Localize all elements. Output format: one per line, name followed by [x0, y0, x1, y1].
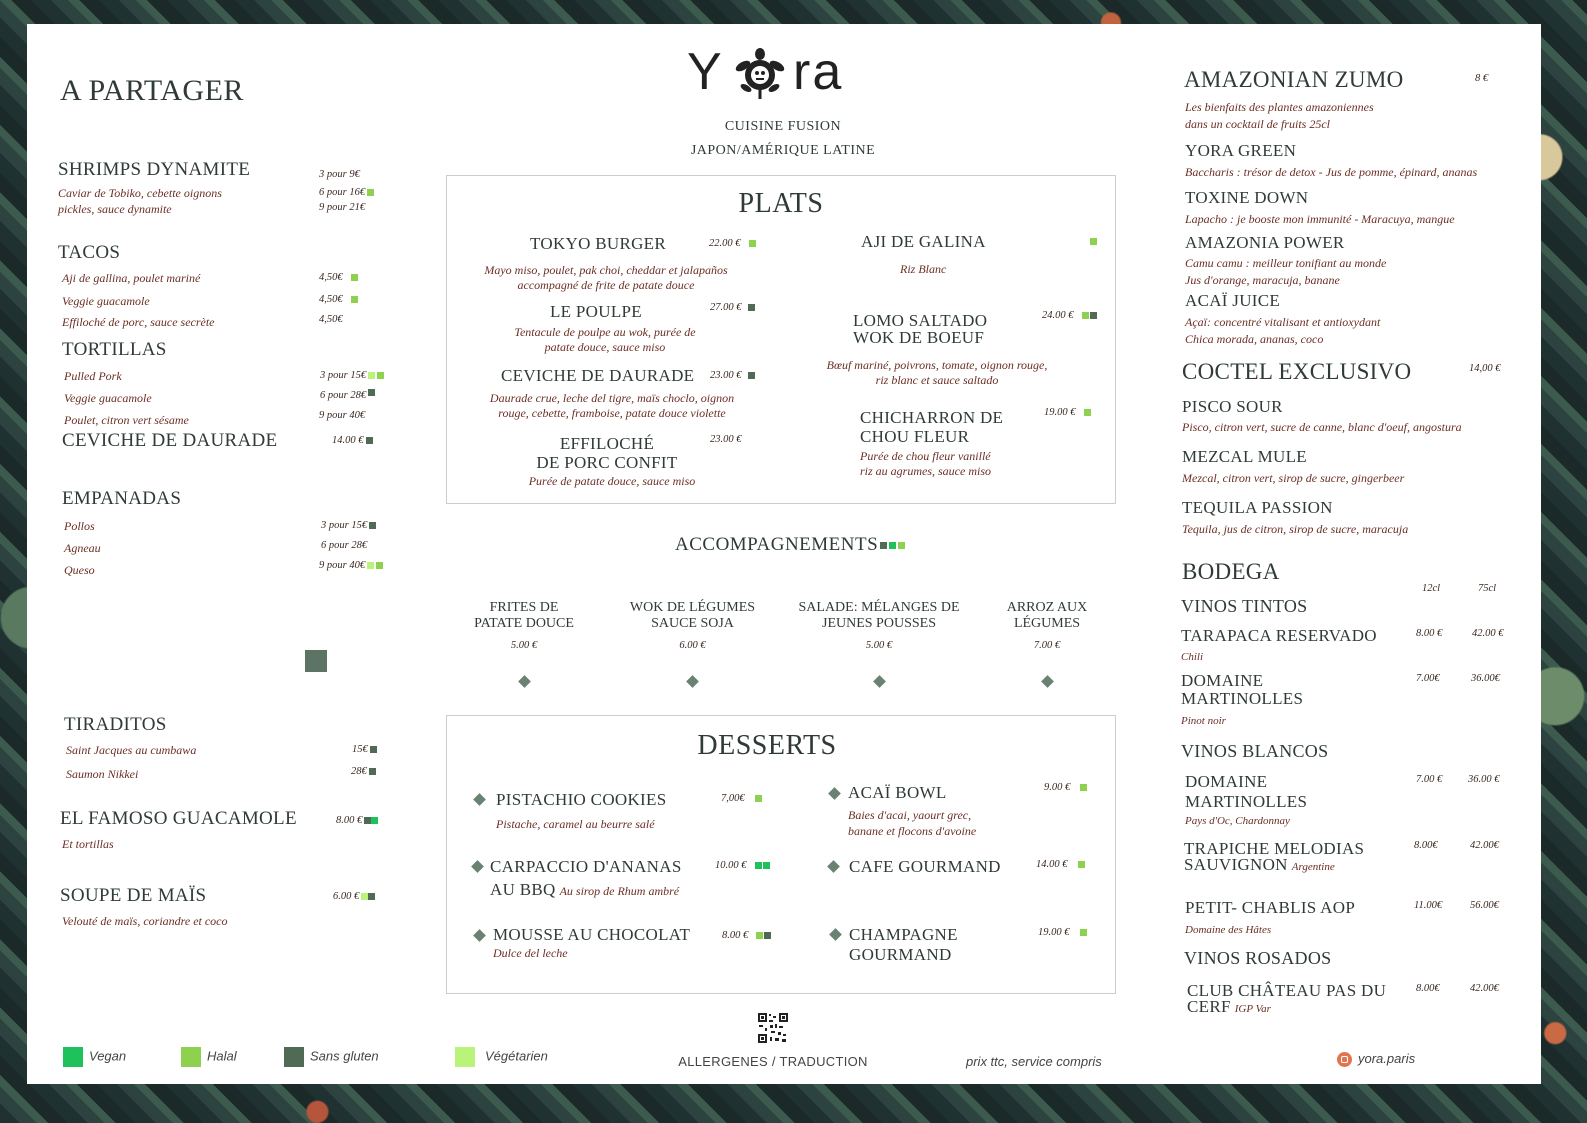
domaine-rouge-title-1: DOMAINE — [1181, 671, 1264, 690]
tokyo-burger-title: TOKYO BURGER — [530, 234, 666, 253]
halal-marker — [1080, 929, 1087, 936]
logo-letters-ra: ra — [793, 43, 844, 101]
club-chateau-desc: IGP Var — [1234, 1003, 1271, 1015]
coctel-exclusivo-price: 14,00 € — [1469, 363, 1501, 374]
vegetarian-marker — [361, 893, 368, 900]
lomo-saltado-desc-1: Bœuf mariné, poivrons, tomate, oignon rouge, — [826, 358, 1048, 372]
club-chateau-title-1: CLUB CHÂTEAU PAS DU — [1187, 981, 1387, 1000]
toxine-down-title: TOXINE DOWN — [1185, 188, 1309, 207]
acai-juice-title: ACAÏ JUICE — [1185, 291, 1281, 310]
accomp-item-3-price: 5.00 € — [865, 640, 893, 651]
subtitle-cuisine: CUISINE FUSION — [724, 119, 842, 134]
pisco-sour-title: PISCO SOUR — [1182, 397, 1283, 416]
club-chateau-price-12cl: 8.00€ — [1416, 983, 1440, 994]
prix-note: prix ttc, service compris — [966, 1054, 1102, 1069]
tarapaca-price-75cl: 42.00 € — [1472, 628, 1504, 639]
tokyo-burger-desc-2: accompagné de frite de patate douce — [517, 278, 695, 292]
chablis-price-12cl: 11.00€ — [1414, 900, 1443, 911]
accomp-item-2 — [610, 600, 775, 691]
diamond-icon — [471, 860, 484, 873]
tortillas-item-3: Poulet, citron vert sésame — [64, 413, 189, 427]
acai-bowl-desc-2: banane et flocons d'avoine — [848, 824, 977, 838]
empanadas-price-3: 9 pour 40€ — [319, 560, 383, 571]
halal-marker — [351, 274, 358, 281]
diamond-icon — [473, 793, 486, 806]
vegan-marker — [755, 862, 762, 869]
halal-marker — [367, 189, 374, 196]
vegan-marker — [371, 817, 378, 824]
tiraditos-title: TIRADITOS — [64, 714, 167, 735]
accomp-item-3-line-2: JEUNES POUSSES — [822, 616, 936, 631]
trapiche-title-2-line — [1184, 855, 1335, 875]
trapiche-price-75cl: 42.00€ — [1470, 840, 1499, 851]
le-poulpe-desc-2: patate douce, sauce miso — [544, 340, 666, 354]
gluten-free-marker — [748, 304, 755, 311]
halal-marker — [898, 542, 905, 549]
amazonian-zumo-desc-1: Les bienfaits des plantes amazoniennes — [1185, 100, 1374, 114]
qr-code-icon[interactable] — [757, 1012, 789, 1044]
shrimps-title: SHRIMPS DYNAMITE — [58, 159, 251, 180]
halal-marker — [1078, 861, 1085, 868]
chicharron-title-1: CHICHARRON DE — [860, 408, 1004, 427]
subtitle-origin: JAPON/AMÉRIQUE LATINE — [690, 143, 876, 158]
plats-heading: PLATS — [738, 188, 824, 219]
trapiche-title-2: SAUVIGNON — [1184, 855, 1288, 874]
legend-vegan — [63, 1047, 126, 1067]
turtle-logo-icon — [731, 46, 789, 104]
champagne-title-2: GOURMAND — [849, 945, 952, 964]
halal-marker — [377, 372, 384, 379]
instagram-handle: yora.paris — [1358, 1051, 1416, 1066]
diamond-icon — [827, 860, 840, 873]
tacos-price-3: 4,50€ — [319, 314, 343, 325]
acai-bowl-desc-1: Baies d'acai, yaourt grec, — [848, 808, 972, 822]
domaine-blanc-title-1: DOMAINE — [1185, 772, 1268, 791]
vegetarian-marker — [368, 372, 375, 379]
guacamole-desc: Et tortillas — [62, 837, 114, 851]
trapiche-title-1: TRAPICHE MELODIAS — [1184, 839, 1365, 858]
accomp-item-4-line-2: LÉGUMES — [1013, 616, 1081, 631]
acai-juice-desc-1: Açaï: concentré vitalisant et antioxydant — [1185, 315, 1381, 329]
soupe-price: 6.00 € — [333, 891, 375, 902]
shrimps-price-6: 6 pour 16€ — [319, 187, 374, 198]
tortillas-item-1: Pulled Pork — [64, 369, 122, 383]
accomp-item-4-price: 7.00 € — [1033, 640, 1061, 651]
tacos-item-2: Veggie guacamole — [62, 294, 150, 308]
soupe-title: SOUPE DE MAÏS — [60, 885, 207, 906]
shrimps-price-3: 3 pour 9€ — [319, 169, 360, 180]
champagne-title-1: CHAMPAGNE — [849, 925, 958, 944]
tortillas-price-1: 3 pour 15€ — [320, 370, 384, 381]
gluten-free-marker — [369, 768, 376, 775]
amazonia-power-desc-1: Camu camu : meilleur tonifiant au monde — [1185, 256, 1387, 270]
club-chateau-title-2-line — [1187, 997, 1271, 1017]
lomo-saltado-desc-2: riz blanc et sauce saltado — [875, 373, 999, 387]
vegan-legend-swatch — [63, 1047, 83, 1067]
vinos-rosados-heading: VINOS ROSADOS — [1184, 948, 1332, 968]
vegetarien-legend-swatch — [455, 1047, 475, 1067]
empanadas-item-3: Queso — [64, 563, 95, 577]
desserts-box — [446, 715, 1116, 994]
domaine-rouge-price-12cl: 7.00€ — [1416, 673, 1440, 684]
carpaccio-desc: Au sirop de Rhum ambré — [559, 884, 680, 898]
tequila-passion-desc: Tequila, jus de citron, sirop de sucre, maracuja — [1182, 522, 1409, 536]
legend-halal — [181, 1047, 237, 1067]
tortillas-price-3: 9 pour 40€ — [319, 410, 366, 421]
mezcal-mule-title: MEZCAL MULE — [1182, 447, 1307, 466]
empanadas-item-1: Pollos — [64, 519, 95, 533]
accomp-item-4-line-1: ARROZ AUX — [1006, 600, 1088, 615]
legend-sans-gluten — [284, 1047, 379, 1067]
guacamole-title: EL FAMOSO GUACAMOLE — [60, 808, 297, 829]
tacos-price-1: 4,50€ — [319, 272, 358, 283]
chicharron-desc-2: riz au agrumes, sauce miso — [860, 464, 991, 478]
trapiche-desc: Argentine — [1291, 861, 1335, 873]
tortillas-title: TORTILLAS — [62, 339, 167, 360]
diamond-icon — [473, 929, 486, 942]
plats-box — [446, 175, 1116, 504]
accomp-item-3-line-1: SALADE: MÉLANGES DE — [798, 600, 960, 615]
acai-bowl-price: 9.00 € — [1044, 782, 1087, 793]
yora-green-desc: Baccharis : trésor de detox - Jus de pomme, épinard, ananas — [1185, 165, 1478, 179]
halal-marker — [755, 795, 762, 802]
pistachio-desc: Pistache, caramel au beurre salé — [496, 817, 655, 831]
champagne-price: 19.00 € — [1038, 927, 1087, 938]
instagram-link[interactable] — [1337, 1051, 1415, 1067]
domaine-blanc-title-2: MARTINOLLES — [1185, 792, 1308, 811]
halal-marker — [376, 562, 383, 569]
domaine-rouge-desc: Pinot noir — [1181, 715, 1226, 727]
gluten-free-marker — [364, 817, 371, 824]
lomo-saltado-price: 24.00 € — [1042, 310, 1097, 321]
chicharron-title-2: CHOU FLEUR — [860, 427, 970, 446]
amazonian-zumo-price: 8 € — [1475, 73, 1489, 84]
tiraditos-price-2: 28€ — [351, 766, 376, 777]
gluten-free-marker — [880, 542, 887, 549]
shrimps-desc-2: pickles, sauce dynamite — [58, 202, 172, 216]
vegan-marker — [763, 862, 770, 869]
vegan-marker — [889, 542, 896, 549]
tortillas-item-2: Veggie guacamole — [64, 391, 152, 405]
effiloche-desc: Purée de patate douce, sauce miso — [528, 474, 696, 488]
instagram-icon — [1337, 1052, 1352, 1067]
pistachio-price: 7,00€ — [721, 793, 762, 804]
ceviche-plat-desc-1: Daurade crue, leche del tigre, maïs choclo, oignon — [489, 391, 735, 405]
gluten-free-marker — [368, 389, 375, 396]
legend-vegetarien — [455, 1047, 548, 1067]
menu-sheet — [27, 24, 1541, 1084]
accomp-item-4 — [987, 600, 1107, 691]
aji-de-galina-title: AJI DE GALINA — [861, 232, 986, 251]
yora-green-title: YORA GREEN — [1185, 141, 1297, 160]
accomp-item-2-line-1: WOK DE LÉGUMES — [629, 600, 756, 615]
accomp-item-2-line-2: SAUCE SOJA — [651, 616, 734, 631]
halal-marker — [756, 932, 763, 939]
halal-marker — [1082, 312, 1089, 319]
bodega-col-12cl: 12cl — [1422, 583, 1441, 594]
le-poulpe-title: LE POULPE — [550, 302, 642, 321]
mousse-price: 8.00 € — [722, 930, 771, 941]
domaine-blanc-price-75cl: 36.00 € — [1468, 774, 1500, 785]
club-chateau-price-75cl: 42.00€ — [1470, 983, 1499, 994]
tacos-price-2: 4,50€ — [319, 294, 358, 305]
gluten-free-marker — [368, 893, 375, 900]
empanadas-price-1: 3 pour 15€ — [321, 520, 376, 531]
pisco-sour-desc: Pisco, citron vert, sucre de canne, blanc d'oeuf, angostura — [1182, 420, 1462, 434]
mousse-desc: Dulce del leche — [493, 946, 568, 960]
chicharron-desc-1: Purée de chou fleur vanillé — [860, 449, 991, 463]
accomp-item-1 — [450, 600, 598, 691]
diamond-icon — [829, 928, 842, 941]
coctel-exclusivo-title: COCTEL EXCLUSIVO — [1182, 359, 1412, 384]
halal-legend-swatch — [181, 1047, 201, 1067]
carpaccio-title-2: AU BBQ — [490, 880, 556, 899]
empanadas-item-2: Agneau — [64, 541, 101, 555]
tarapaca-price-12cl: 8.00 € — [1416, 628, 1443, 639]
tarapaca-title: TARAPACA RESERVADO — [1181, 626, 1377, 645]
tiraditos-item-2: Saumon Nikkei — [66, 767, 139, 781]
vinos-tintos-heading: VINOS TINTOS — [1181, 596, 1308, 616]
gluten-free-marker — [369, 522, 376, 529]
ceviche-left-title: CEVICHE DE DAURADE — [62, 430, 278, 451]
shrimps-price-9: 9 pour 21€ — [319, 202, 366, 213]
gluten-free-marker — [764, 932, 771, 939]
ceviche-plat-desc-2: rouge, cebette, framboise, patate douce violette — [498, 406, 726, 420]
shrimps-desc-1: Caviar de Tobiko, cebette oignons — [58, 186, 222, 200]
accomp-item-1-line-1: FRITES DE — [489, 600, 559, 615]
bodega-title: BODEGA — [1182, 559, 1280, 584]
halal-marker — [351, 296, 358, 303]
cafe-gourmand-price: 14.00 € — [1036, 859, 1085, 870]
empanadas-price-2: 6 pour 28€ — [321, 540, 368, 551]
tokyo-burger-desc-1: Mayo miso, poulet, pak choi, cheddar et jalapaños — [484, 263, 728, 277]
effiloche-title-1: EFFILOCHÉ — [559, 434, 655, 453]
domaine-blanc-price-12cl: 7.00 € — [1416, 774, 1443, 785]
domaine-blanc-desc: Pays d'Oc, Chardonnay — [1185, 815, 1290, 827]
accomp-item-3 — [779, 600, 979, 691]
carpaccio-title-1: CARPACCIO D'ANANAS — [490, 857, 682, 876]
chablis-desc: Domaine des Hâtes — [1185, 924, 1272, 936]
domaine-rouge-title-2: MARTINOLLES — [1181, 689, 1304, 708]
allergenes-link[interactable]: ALLERGENES / TRADUCTION — [678, 1054, 868, 1069]
le-poulpe-price: 27.00 € — [710, 302, 755, 313]
a-partager-heading: A PARTAGER — [60, 74, 244, 107]
gluten-free-marker — [748, 372, 755, 379]
desserts-heading: DESSERTS — [697, 730, 837, 761]
guacamole-price: 8.00 € — [336, 815, 378, 826]
accompagnements-heading: ACCOMPAGNEMENTS — [675, 534, 905, 556]
chablis-title: PETIT- CHABLIS AOP — [1185, 898, 1356, 917]
domaine-rouge-price-75cl: 36.00€ — [1471, 673, 1500, 684]
effiloche-title-2: DE PORC CONFIT — [536, 453, 678, 472]
decorative-square — [305, 650, 327, 672]
le-poulpe-desc-1: Tentacule de poulpe au wok, purée de — [514, 325, 696, 339]
logo-letter-y: Y — [687, 43, 722, 101]
legend-halal-label: Halal — [207, 1048, 237, 1064]
trapiche-price-12cl: 8.00€ — [1414, 840, 1438, 851]
tiraditos-item-1: Saint Jacques au cumbawa — [66, 743, 197, 757]
carpaccio-price: 10.00 € — [715, 860, 770, 871]
empanadas-title: EMPANADAS — [62, 488, 182, 509]
diamond-icon — [518, 675, 531, 688]
gluten-free-marker — [366, 437, 373, 444]
halal-marker — [1090, 238, 1097, 245]
toxine-down-desc: Lapacho : je booste mon immunité - Maracuya, mangue — [1185, 212, 1455, 226]
amazonian-zumo-desc-2: dans un cocktail de fruits 25cl — [1185, 117, 1330, 131]
mezcal-mule-desc: Mezcal, citron vert, sirop de sucre, gingerbeer — [1182, 471, 1405, 485]
club-chateau-title-2: CERF — [1187, 997, 1231, 1016]
pistachio-title: PISTACHIO COOKIES — [496, 790, 667, 809]
carpaccio-title-2-line — [490, 880, 679, 900]
amazonia-power-title: AMAZONIA POWER — [1185, 233, 1345, 252]
diamond-icon — [686, 675, 699, 688]
accomp-item-1-line-2: PATATE DOUCE — [474, 616, 574, 631]
bodega-col-75cl: 75cl — [1478, 583, 1497, 594]
diamond-icon — [828, 787, 841, 800]
tacos-item-1: Aji de gallina, poulet mariné — [62, 271, 201, 285]
vinos-blancos-heading: VINOS BLANCOS — [1181, 741, 1329, 761]
chicharron-price: 19.00 € — [1044, 407, 1091, 418]
lomo-saltado-title-2: WOK DE BOEUF — [853, 328, 985, 347]
ceviche-plat-price: 23.00 € — [710, 370, 755, 381]
amazonian-zumo-title: AMAZONIAN ZUMO — [1184, 67, 1404, 92]
amazonia-power-desc-2: Jus d'orange, maracuja, banane — [1185, 273, 1340, 287]
tarapaca-desc: Chili — [1181, 651, 1204, 663]
diamond-icon — [873, 675, 886, 688]
ceviche-left-price: 14.00 € — [332, 435, 373, 446]
gluten-free-marker — [1090, 312, 1097, 319]
tortillas-price-2: 6 pour 28€ — [320, 390, 375, 401]
legend-sans-gluten-label: Sans gluten — [310, 1048, 379, 1064]
tacos-title: TACOS — [58, 242, 121, 263]
accomp-item-2-price: 6.00 € — [679, 640, 706, 651]
diamond-icon — [1041, 675, 1054, 688]
acai-juice-desc-2: Chica morada, ananas, coco — [1185, 332, 1324, 346]
halal-marker — [1080, 784, 1087, 791]
mousse-title: MOUSSE AU CHOCOLAT — [493, 925, 691, 944]
effiloche-price: 23.00 € — [710, 434, 742, 445]
soupe-desc: Velouté de maïs, coriandre et coco — [62, 914, 228, 928]
tiraditos-price-1: 15€ — [352, 744, 377, 755]
legend-vegetarien-label: Végétarien — [485, 1048, 548, 1064]
gluten-free-marker — [370, 746, 377, 753]
lomo-saltado-title-1: LOMO SALTADO — [853, 311, 988, 330]
tequila-passion-title: TEQUILA PASSION — [1182, 498, 1333, 517]
legend-vegan-label: Vegan — [89, 1048, 127, 1064]
halal-marker — [1084, 409, 1091, 416]
acai-bowl-title: ACAÏ BOWL — [848, 783, 947, 802]
ceviche-plat-title: CEVICHE DE DAURADE — [501, 366, 695, 385]
tacos-item-3: Effiloché de porc, sauce secrète — [62, 315, 215, 329]
sans-gluten-legend-swatch — [284, 1047, 304, 1067]
vegetarian-marker — [367, 562, 374, 569]
tokyo-burger-price: 22.00 € — [709, 238, 756, 249]
yora-logo — [687, 43, 887, 106]
aji-de-galina-desc: Riz Blanc — [900, 262, 947, 276]
halal-marker — [749, 240, 756, 247]
chablis-price-75cl: 56.00€ — [1470, 900, 1499, 911]
accomp-item-1-price: 5.00 € — [510, 640, 538, 651]
cafe-gourmand-title: CAFE GOURMAND — [849, 857, 1001, 876]
